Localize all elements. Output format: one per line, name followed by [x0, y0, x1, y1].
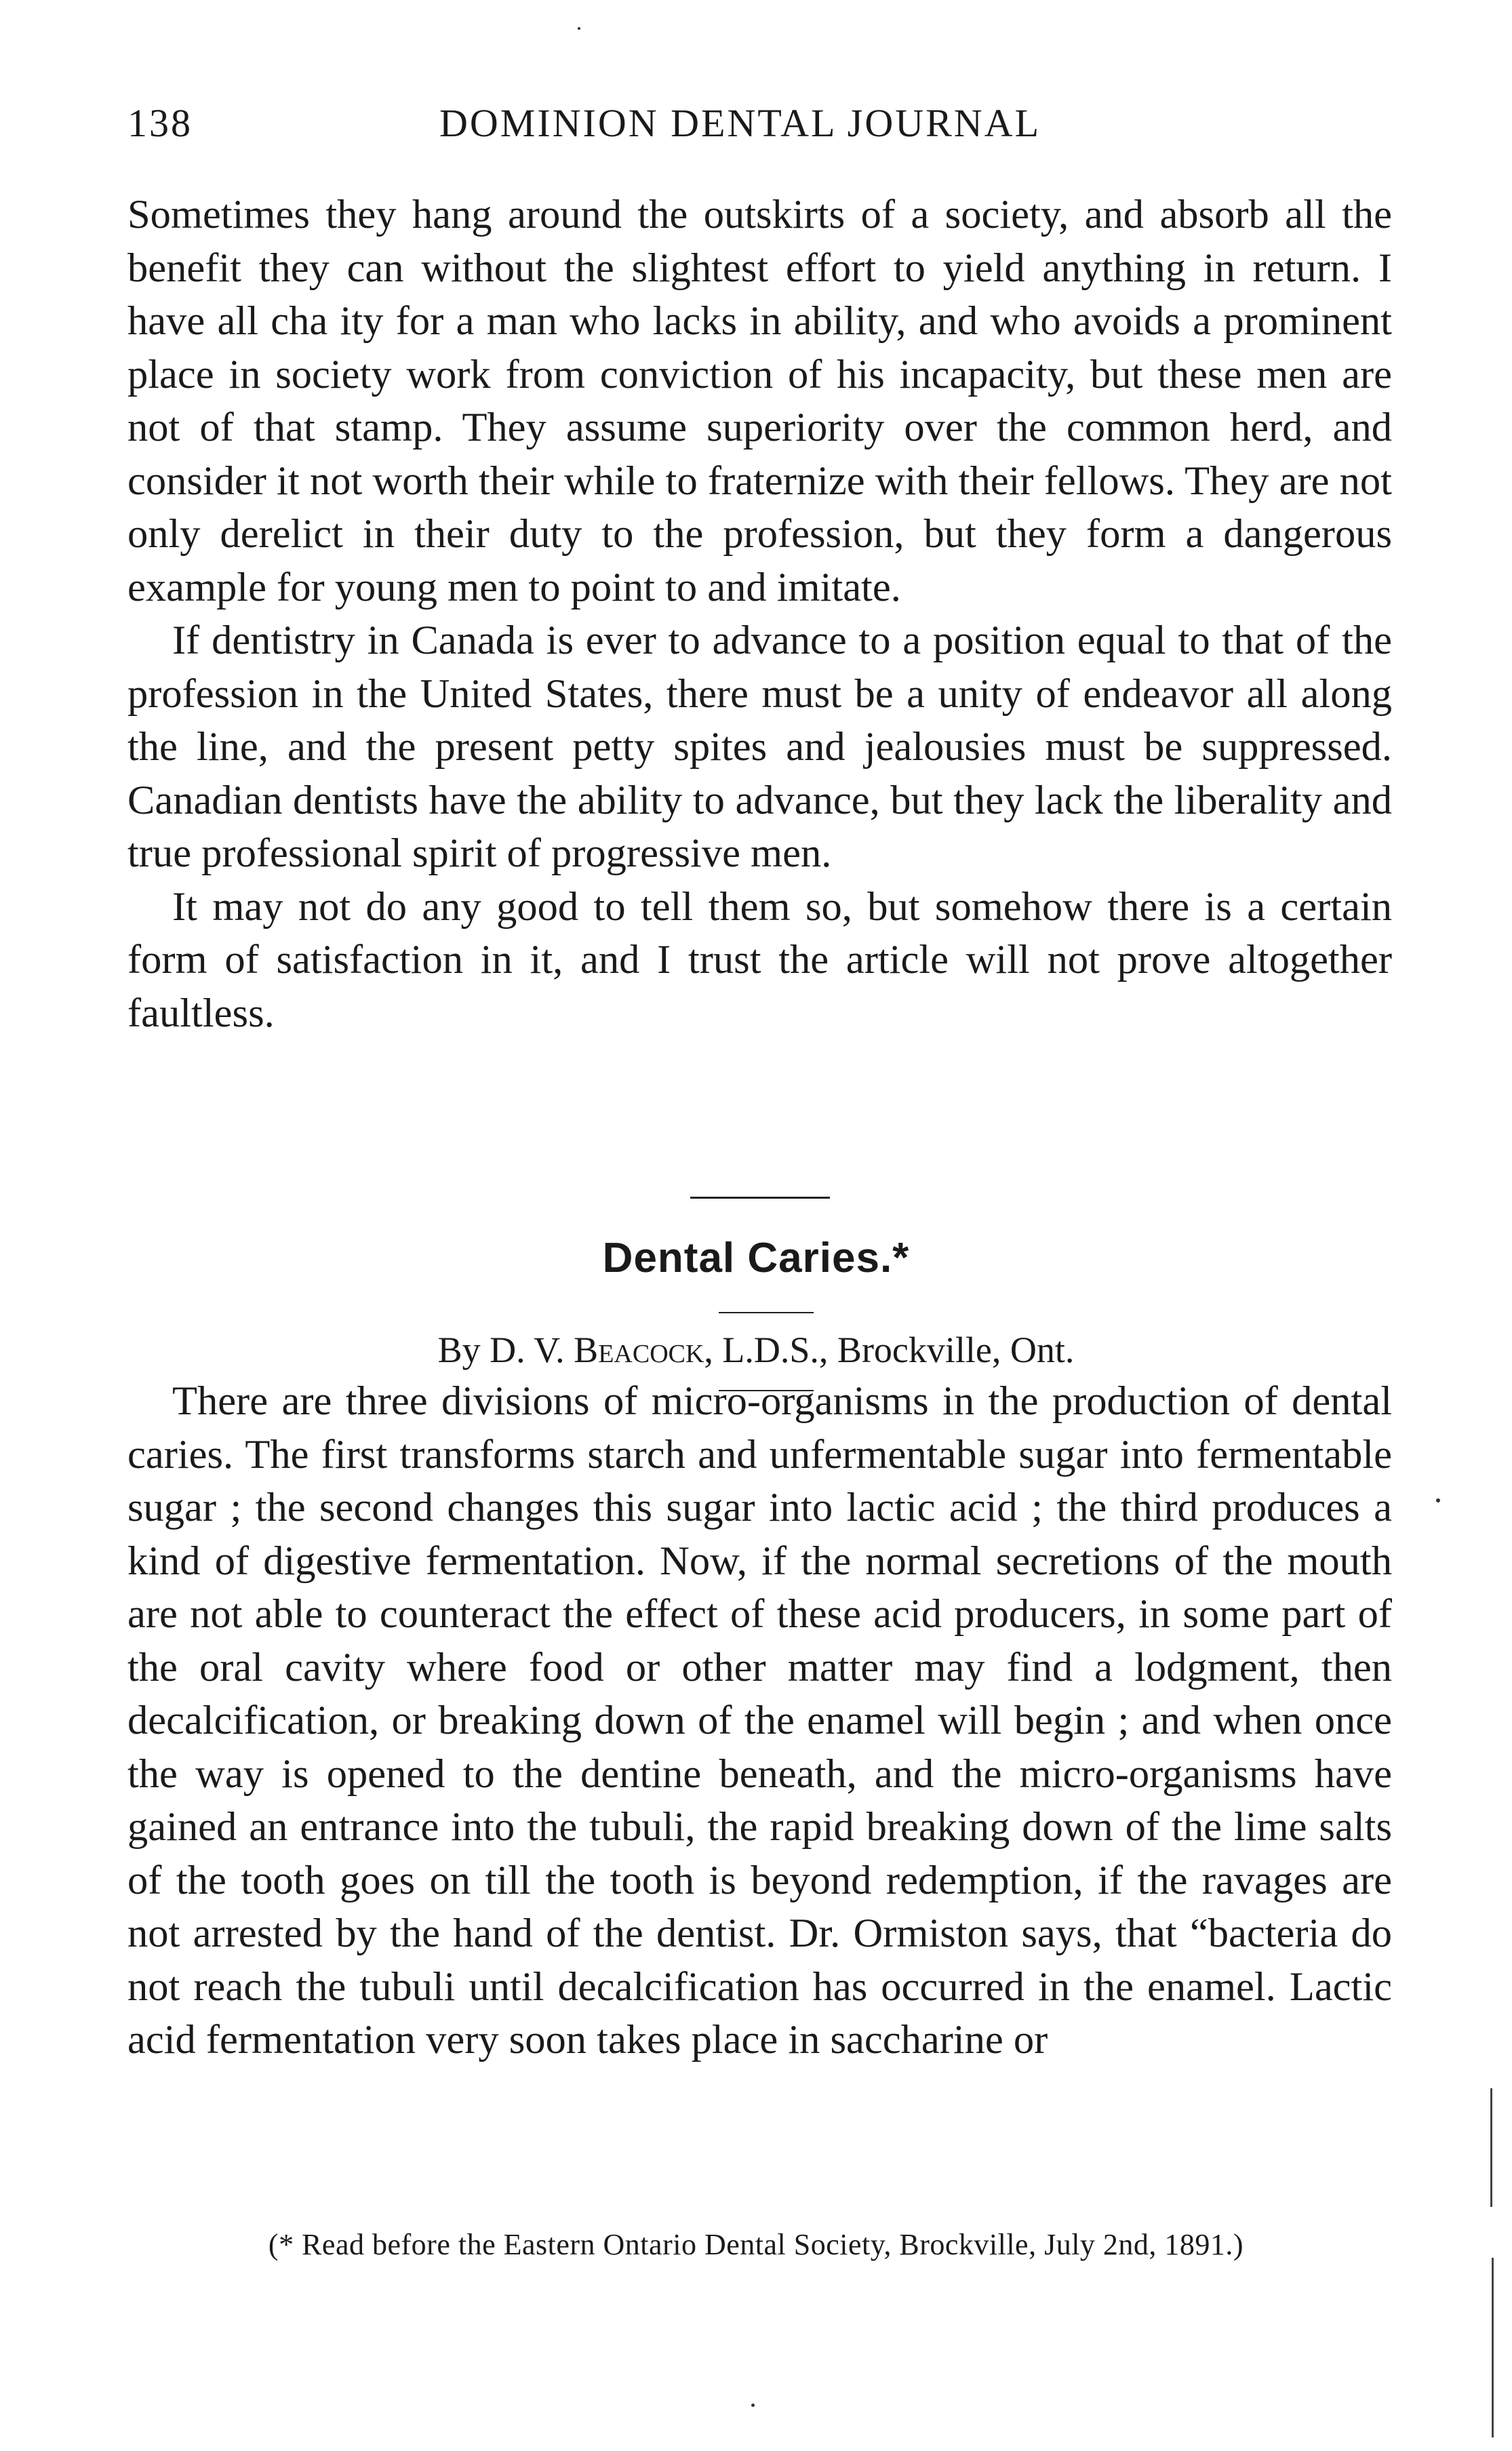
author-name: Beacock — [574, 1330, 704, 1370]
page-number: 138 — [127, 101, 193, 145]
article-byline — [0, 1329, 1512, 1371]
page-header — [127, 100, 1392, 161]
scan-edge-mark — [1490, 2088, 1492, 2207]
paragraph: There are three divisions of micro-organisms in the production of dental caries. The first transforms starch and unfermentable sugar into fermentable sugar ; the second changes this sugar into lactic acid ; the third produces a kind of digestive fermentation. Now, if the normal secretions of the mouth are not able to counteract the effect of these acid producers, in some part of the oral cavity where food or other matter may find a lodgment, then decalcification, or breaking down of the enamel will begin ; and when once the way is opened to the dentine beneath, and the micro-organisms have gained an entrance into the tubuli, the rapid breaking down of the lime salts of the tooth goes on till the tooth is beyond redemption, if the ravages are not arrested by the hand of the dentist. Dr. Ormiston says, that “bacteria do not reach the tubuli until decalcification has occurred in the enamel. Lactic acid fermentation very soon takes place in saccharine or — [127, 1378, 1392, 2063]
scan-speck — [751, 2404, 755, 2407]
paragraph: Sometimes they hang around the outskirts of a society, and absorb all the benefit they can without the slightest effort to yield anything in return. I have all cha ity for a man who lacks in ability, and who avoids a prominent place in society work from conviction of his incapacity, but these men are not of that stamp. They assume superiority over the common herd, and consider it not worth their while to fraternize with their fellows. They are not only derelict in their duty to the profession, but they form a dangerous example for young men to point to and imitate. — [127, 192, 1392, 610]
byline-prefix: By D. V. — [437, 1330, 574, 1370]
paragraph: If dentistry in Canada is ever to advance to a position equal to that of the profession in the United States, there must be a unity of endeavor all along the line, and the present petty spites and jealousies must be suppressed. Canadian dentists have the ability to advance, but they lack the liberality and true professional spirit of progressive men. — [127, 618, 1392, 876]
title-rule — [719, 1312, 814, 1313]
footnote: (* Read before the Eastern Ontario Dental Society, Brockville, July 2nd, 1891.) — [268, 2228, 1244, 2261]
byline-suffix: , L.D.S., Brockville, Ont. — [704, 1330, 1075, 1370]
running-title: DOMINION DENTAL JOURNAL — [439, 101, 1041, 145]
article-body — [127, 1375, 1392, 2067]
article-title: Dental Caries.* — [602, 1235, 910, 1281]
scan-speck — [578, 27, 580, 30]
paragraph: It may not do any good to tell them so, but somehow there is a certain form of satisfaction in it, and I trust the article will not prove altogether faultless. — [127, 883, 1392, 1036]
section-divider — [690, 1197, 830, 1199]
previous-article-text — [127, 188, 1392, 1040]
scan-edge-mark — [1492, 2258, 1494, 2437]
scan-speck — [1436, 1498, 1440, 1502]
